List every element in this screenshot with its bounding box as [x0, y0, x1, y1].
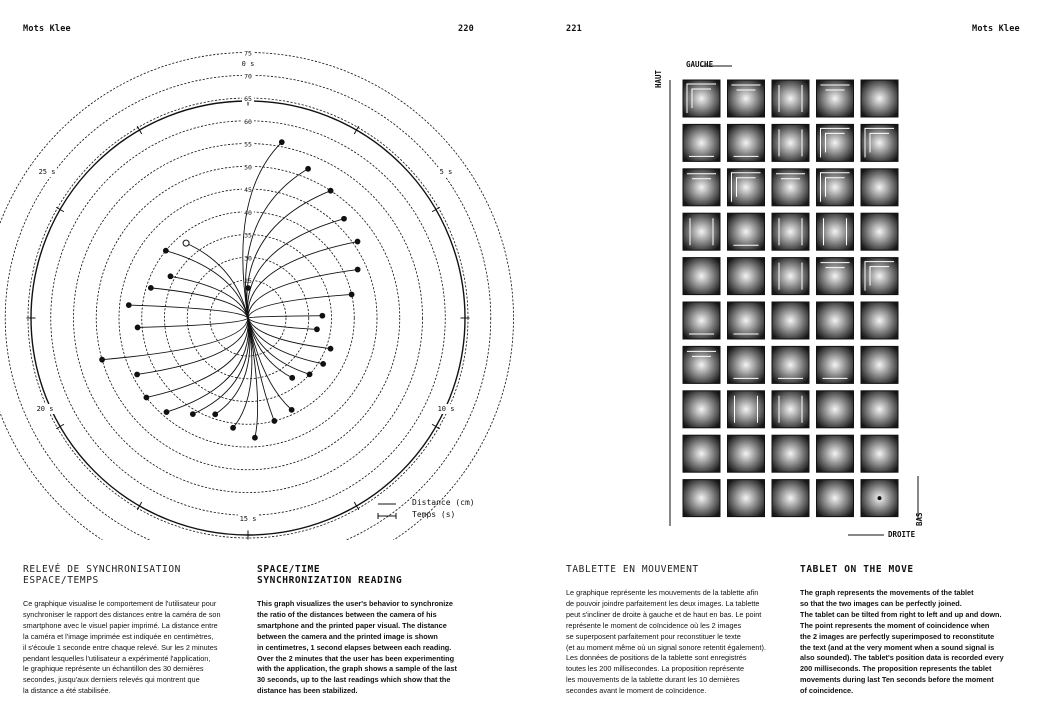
tablet-cell	[728, 213, 765, 250]
text-line: représente le moment de coïncidence où les 2 images	[566, 620, 742, 630]
reading-point	[148, 285, 153, 290]
time-label: 5 s	[439, 168, 453, 176]
label-bas: BAS	[915, 512, 924, 526]
text-line: synchroniser le rapport des distances entre la caméra de son	[23, 609, 221, 619]
text-line: The tablet can be tilted from right to left and up and down.	[800, 609, 1002, 619]
left-page-number: 220	[458, 24, 474, 34]
reading-point	[213, 412, 218, 417]
tablet-cell	[817, 213, 854, 250]
tablet-cell	[772, 213, 809, 250]
tablet-cell	[772, 169, 809, 206]
ring-label: 55	[244, 140, 252, 149]
reading-curve	[193, 318, 249, 414]
tablet-cell	[817, 391, 854, 428]
reading-curve	[138, 318, 248, 327]
en-body-right	[800, 588, 1004, 697]
time-tick	[354, 502, 359, 510]
reading-point	[163, 248, 168, 253]
reading-point	[253, 435, 258, 440]
time-label: 0 s	[241, 60, 255, 68]
reading-point	[289, 407, 294, 412]
text-line: smartphone and the printed paper visual. The distance	[257, 620, 447, 630]
text-line: de pouvoir joindre parfaitement les deux images. La tablette	[566, 598, 760, 608]
cell-mark	[821, 173, 850, 202]
tablet-cell	[817, 435, 854, 472]
text-line: of coincidence.	[800, 686, 854, 696]
tablet-cell	[683, 80, 720, 117]
fr-body-right	[566, 588, 766, 697]
cell-mark	[692, 89, 711, 108]
ring-label: 40	[244, 208, 252, 217]
tablet-cell	[683, 346, 720, 383]
cell-mark	[870, 133, 889, 152]
text-line: la distance a été stabilisée.	[23, 686, 111, 696]
text-line: with the application, the graph shows a sample of the last	[257, 664, 457, 674]
tablet-cell	[861, 346, 898, 383]
cell-mark	[865, 262, 894, 291]
reading-curve	[248, 219, 344, 318]
text-line: pendant lesquelles l'utilisateur a expérimenté l'application,	[23, 653, 211, 663]
tablet-cell	[728, 480, 765, 517]
left-header: Mots Klee	[23, 24, 71, 34]
ring-label: 70	[244, 72, 252, 81]
text-line: Le graphique représente les mouvements de la tablette afin	[566, 588, 759, 597]
text-line: between the camera and the printed image is shown	[257, 631, 438, 641]
tablet-cell	[683, 435, 720, 472]
time-label: 10 s	[437, 405, 455, 413]
coincidence-point	[878, 496, 882, 500]
tablet-cell	[772, 258, 809, 295]
tablet-cell	[683, 124, 720, 161]
reading-point	[315, 327, 320, 332]
time-label: 25 s	[38, 168, 56, 176]
reading-curve	[151, 288, 248, 318]
time-label: 20 s	[36, 405, 54, 413]
reading-curve	[246, 169, 309, 318]
cell-mark	[737, 178, 756, 197]
reading-point	[168, 274, 173, 279]
tablet-cell	[861, 391, 898, 428]
text-line: the text (and at the very moment when a sound signal is	[800, 642, 995, 652]
fr-title-line-1: RELEVÉ DE SYNCHRONISATION	[23, 564, 181, 575]
tablet-cell	[817, 346, 854, 383]
ring-label: 75	[244, 49, 252, 58]
text-line: distance has been stabilized.	[257, 686, 358, 696]
tablet-cell	[772, 435, 809, 472]
en-body-left	[257, 599, 457, 697]
tablet-cell	[861, 302, 898, 339]
reading-point	[231, 425, 236, 430]
label-gauche: GAUCHE	[686, 60, 714, 69]
tablet-cell	[861, 258, 898, 295]
fr-title-right: TABLETTE EN MOUVEMENT	[566, 564, 699, 575]
text-line: The graph represents the movements of the tablet	[800, 588, 974, 597]
legend-distance-label: Distance (cm)	[412, 498, 475, 507]
reading-point	[307, 372, 312, 377]
text-line: secondes avant le moment de coïncidence.	[566, 686, 707, 696]
fr-title-line-2: ESPACE/TEMPS	[23, 575, 99, 586]
tablet-cell	[728, 435, 765, 472]
cell-mark	[687, 84, 716, 113]
text-line: the 2 images are perfectly superimposed to reconstitute	[800, 631, 995, 641]
ring-label: 45	[244, 186, 252, 194]
reading-point	[135, 325, 140, 330]
polar-sync-chart	[0, 0, 520, 540]
text-line: Les données de positions de la tablette sont enregistrés	[566, 653, 747, 663]
reading-curve	[248, 270, 358, 318]
text-line: in centimetres, 1 second elapses between each reading.	[257, 642, 452, 652]
reading-point	[279, 140, 284, 145]
reading-point	[306, 166, 311, 171]
tablet-cell	[728, 80, 765, 117]
tablet-cell	[772, 124, 809, 161]
text-line: so that the two images can be perfectly joined.	[800, 598, 962, 608]
cell-mark	[821, 128, 850, 157]
text-line: il s'écoule 1 seconde entre chaque relevé. Sur les 2 minutes	[23, 642, 218, 652]
legend-time-label: Temps (s)	[412, 510, 456, 519]
en-title-line-1: SPACE/TIME	[257, 564, 321, 575]
text-line: Over the 2 minutes that the user has been experimenting	[257, 653, 455, 663]
label-droite: DROITE	[888, 530, 916, 539]
ring-label: 35	[244, 231, 252, 240]
tablet-cell	[817, 124, 854, 161]
reading-point	[328, 188, 333, 193]
ring-label: 60	[244, 117, 252, 126]
cell-mark	[870, 267, 889, 286]
reading-point	[349, 292, 354, 297]
reading-point	[342, 216, 347, 221]
reading-point	[135, 372, 140, 377]
reading-curve	[166, 251, 248, 318]
en-title-right: TABLET ON THE MOVE	[800, 564, 914, 575]
tablet-cell	[728, 346, 765, 383]
tablet-cell	[817, 480, 854, 517]
reading-curve	[248, 318, 317, 329]
reading-point	[355, 239, 360, 244]
text-line: la caméra et l'image imprimée est indiquée en centimètres,	[23, 631, 214, 641]
right-page-number: 221	[566, 24, 582, 34]
tablet-cell	[861, 124, 898, 161]
ring-label: 50	[244, 163, 252, 172]
ring-label: 65	[244, 95, 252, 103]
text-line: (et au moment même où un signal sonore retentit également).	[566, 642, 766, 652]
reading-point-last	[183, 240, 189, 246]
tablet-cell	[683, 213, 720, 250]
tablet-cell	[728, 302, 765, 339]
reading-point	[190, 412, 195, 417]
reading-curve	[146, 318, 248, 397]
reading-point	[290, 375, 295, 380]
text-line: the ratio of the distances between the camera of his	[257, 609, 437, 619]
text-line: This graph visualizes the user's behavior to synchronize	[257, 599, 453, 608]
reading-point	[355, 267, 360, 272]
reading-point	[100, 357, 105, 362]
tablet-cell	[683, 302, 720, 339]
text-line: The point represents the moment of coincidence when	[800, 620, 990, 630]
tablet-cell	[772, 80, 809, 117]
reading-point	[320, 313, 325, 318]
reading-point	[144, 395, 149, 400]
text-line: le graphique représente un échantillon des 30 dernières	[23, 664, 204, 674]
tablet-cell	[817, 258, 854, 295]
ring-label: 30	[244, 254, 252, 263]
tablet-cell	[861, 80, 898, 117]
tablet-cell	[728, 124, 765, 161]
tablet-cell	[728, 258, 765, 295]
reading-point	[328, 346, 333, 351]
tablet-cell	[683, 391, 720, 428]
tablet-cell	[817, 169, 854, 206]
reading-point	[321, 362, 326, 367]
tablet-cell	[772, 302, 809, 339]
cell-mark	[865, 128, 894, 157]
text-line: Ce graphique visualise le comportement de l'utilisateur pour	[23, 599, 217, 608]
reading-curve	[137, 318, 248, 374]
tablet-cell	[772, 391, 809, 428]
tablet-cell	[728, 391, 765, 428]
tablet-cell	[817, 302, 854, 339]
tablet-cell	[861, 480, 898, 517]
label-haut: HAUT	[654, 69, 663, 88]
text-line: les mouvements de la tablette durant les 10 dernières	[566, 675, 740, 685]
reading-point	[164, 410, 169, 415]
tablet-cell	[772, 480, 809, 517]
tablet-cell	[861, 213, 898, 250]
tablet-cell	[817, 80, 854, 117]
text-line: 30 seconds, up to the last readings which show that the	[257, 675, 451, 685]
text-line: also sounded). The tablet's position data is recorded every	[800, 653, 1004, 663]
tablet-cell	[683, 258, 720, 295]
cell-mark	[826, 133, 845, 152]
text-line: 200 milliseconds. The proposition represents the tablet	[800, 664, 992, 674]
tablet-cell	[861, 435, 898, 472]
text-line: se superposent parfaitement pour reconstituer le texte	[566, 631, 741, 641]
reading-point	[126, 303, 131, 308]
en-title-left	[257, 564, 402, 586]
tablet-cell	[772, 346, 809, 383]
cell-mark	[732, 173, 761, 202]
en-title-line-2: SYNCHRONIZATION READING	[257, 575, 403, 586]
cell-mark	[826, 178, 845, 197]
reading-curve	[186, 243, 248, 318]
fr-title-left	[23, 564, 181, 586]
right-header: Mots Klee	[972, 24, 1020, 34]
distance-ring	[0, 53, 514, 541]
tablet-cell	[683, 169, 720, 206]
tablet-cell	[728, 169, 765, 206]
text-line: peut s'incliner de droite à gauche et de haut en bas. Le point	[566, 609, 762, 619]
reading-curve	[167, 318, 249, 412]
text-line: secondes, jusqu'aux derniers relevés qui montrent que	[23, 675, 200, 685]
tablet-cell	[683, 480, 720, 517]
ring-label: 25	[244, 277, 252, 285]
text-line: smartphone avec le visuel papier imprimé. La distance entre	[23, 620, 218, 630]
reading-curve	[248, 294, 352, 318]
text-line: toutes les 200 millisecondes. La proposition représente	[566, 664, 745, 674]
fr-body-left	[23, 599, 221, 697]
reading-point	[272, 419, 277, 424]
time-label: 15 s	[239, 515, 257, 523]
tablet-cell	[861, 169, 898, 206]
text-line: movements during last Ten seconds before the moment	[800, 675, 994, 685]
reading-curve	[248, 316, 322, 318]
